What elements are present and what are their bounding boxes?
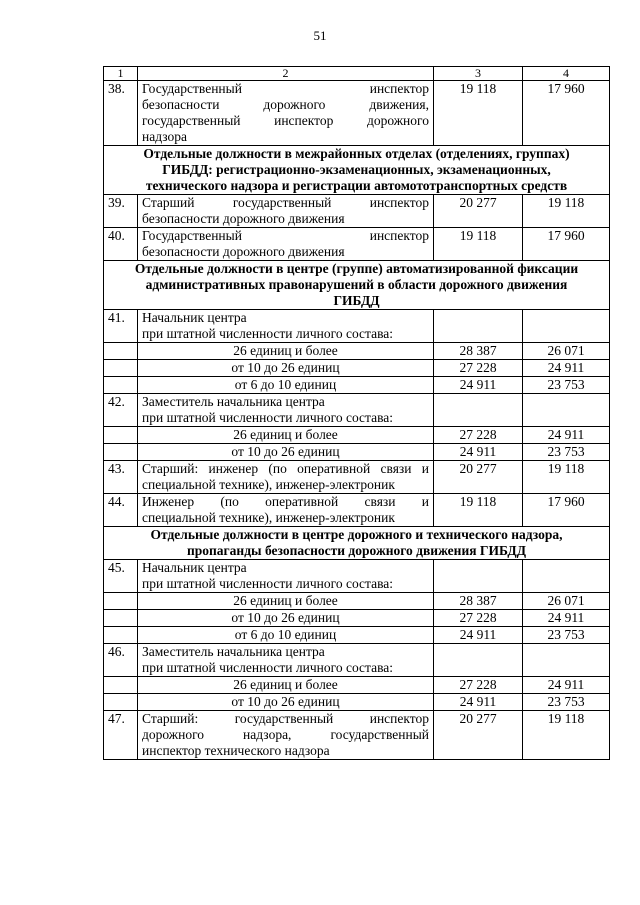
row-number: 43. — [104, 461, 138, 494]
staff-size-label: от 6 до 10 единиц — [138, 377, 434, 394]
salary-value-1: 27 228 — [434, 360, 523, 377]
salary-value-1: 19 118 — [434, 81, 523, 146]
section-heading-row — [104, 261, 610, 310]
salary-value-2: 26 071 — [523, 593, 610, 610]
header-col-1: 1 — [104, 67, 138, 81]
table-row — [104, 644, 610, 677]
staff-size-row — [104, 377, 610, 394]
salary-value-2: 19 118 — [523, 195, 610, 228]
position-title: Инженер (по оперативной связи и специальной технике), инженер-электроник — [138, 494, 434, 527]
staff-size-row — [104, 444, 610, 461]
salary-value-1: 27 228 — [434, 677, 523, 694]
salary-value-2: 23 753 — [523, 444, 610, 461]
staff-size-row — [104, 677, 610, 694]
page-number: 51 — [313, 28, 327, 43]
header-col-3: 3 — [434, 67, 523, 81]
position-title: Старший государственный инспектор безопасности дорожного движения — [138, 195, 434, 228]
section-heading: Отдельные должности в центре (группе) автоматизированной фиксации административных правонарушений в области дорожного движения ГИБДД — [104, 261, 610, 310]
staff-size-row — [104, 427, 610, 444]
table-header-row — [104, 67, 610, 81]
position-title: Государственный инспектор безопасности дорожного движения — [138, 228, 434, 261]
row-number: 47. — [104, 711, 138, 760]
salary-value-1: 27 228 — [434, 610, 523, 627]
row-number: 41. — [104, 310, 138, 343]
staff-size-label: от 10 до 26 единиц — [138, 360, 434, 377]
staff-size-label: 26 единиц и более — [138, 677, 434, 694]
salary-value-1: 20 277 — [434, 711, 523, 760]
salary-value-1: 20 277 — [434, 195, 523, 228]
salary-value-2: 24 911 — [523, 360, 610, 377]
position-title: Заместитель начальника центра при штатной численности личного состава: — [138, 644, 434, 677]
salary-value-1: 27 228 — [434, 427, 523, 444]
staff-size-label: от 10 до 26 единиц — [138, 444, 434, 461]
header-col-2: 2 — [138, 67, 434, 81]
salary-value-2: 24 911 — [523, 677, 610, 694]
salary-value-1: 20 277 — [434, 461, 523, 494]
header-col-4: 4 — [523, 67, 610, 81]
row-number: 42. — [104, 394, 138, 427]
salary-value-1: 24 911 — [434, 627, 523, 644]
table-row — [104, 81, 610, 146]
salary-value-1: 19 118 — [434, 494, 523, 527]
staff-size-label: от 6 до 10 единиц — [138, 627, 434, 644]
salary-value-2: 24 911 — [523, 610, 610, 627]
position-title: Начальник центра при штатной численности личного состава: — [138, 310, 434, 343]
salary-value-2: 24 911 — [523, 427, 610, 444]
position-title: Заместитель начальника центра при штатной численности личного состава: — [138, 394, 434, 427]
salary-table — [103, 66, 610, 760]
salary-value-1: 24 911 — [434, 444, 523, 461]
staff-size-row — [104, 360, 610, 377]
salary-value-1: 28 387 — [434, 593, 523, 610]
table-row — [104, 560, 610, 593]
section-heading-row — [104, 146, 610, 195]
salary-value-1: 24 911 — [434, 377, 523, 394]
salary-value-2: 17 960 — [523, 81, 610, 146]
salary-value-2: 23 753 — [523, 627, 610, 644]
salary-value-2: 19 118 — [523, 711, 610, 760]
position-title: Начальник центра при штатной численности личного состава: — [138, 560, 434, 593]
position-title: Старший: инженер (по оперативной связи и специальной технике), инженер-электроник — [138, 461, 434, 494]
row-number: 38. — [104, 81, 138, 146]
row-number: 40. — [104, 228, 138, 261]
table-row — [104, 711, 610, 760]
salary-value-1: 19 118 — [434, 228, 523, 261]
salary-value-2: 26 071 — [523, 343, 610, 360]
position-title: Старший: государственный инспектор дорожного надзора, государственный инспектор технического надзора — [138, 711, 434, 760]
staff-size-label: от 10 до 26 единиц — [138, 694, 434, 711]
table-row — [104, 394, 610, 427]
staff-size-row — [104, 593, 610, 610]
staff-size-row — [104, 627, 610, 644]
salary-value-2: 19 118 — [523, 461, 610, 494]
row-number: 44. — [104, 494, 138, 527]
section-heading: Отдельные должности в межрайонных отделах (отделениях, группах) ГИБДД: регистрационно-экзаменационных, экзаменационных, технического надзора и регистрации автомототранспортных средств — [104, 146, 610, 195]
table-row — [104, 310, 610, 343]
staff-size-row — [104, 343, 610, 360]
staff-size-label: от 10 до 26 единиц — [138, 610, 434, 627]
salary-value-2: 17 960 — [523, 228, 610, 261]
section-heading-row — [104, 527, 610, 560]
staff-size-row — [104, 610, 610, 627]
table-row — [104, 494, 610, 527]
salary-value-1: 24 911 — [434, 694, 523, 711]
row-number: 39. — [104, 195, 138, 228]
salary-value-2: 23 753 — [523, 694, 610, 711]
table-row — [104, 461, 610, 494]
staff-size-label: 26 единиц и более — [138, 427, 434, 444]
salary-value-1: 28 387 — [434, 343, 523, 360]
table-row — [104, 195, 610, 228]
salary-value-2: 17 960 — [523, 494, 610, 527]
row-number: 46. — [104, 644, 138, 677]
salary-value-2: 23 753 — [523, 377, 610, 394]
row-number: 45. — [104, 560, 138, 593]
table-row — [104, 228, 610, 261]
staff-size-label: 26 единиц и более — [138, 343, 434, 360]
staff-size-row — [104, 694, 610, 711]
staff-size-label: 26 единиц и более — [138, 593, 434, 610]
position-title: Государственный инспектор безопасности дорожного движения, государственный инспектор дорожного надзора — [138, 81, 434, 146]
section-heading: Отдельные должности в центре дорожного и технического надзора, пропаганды безопасности дорожного движения ГИБДД — [104, 527, 610, 560]
